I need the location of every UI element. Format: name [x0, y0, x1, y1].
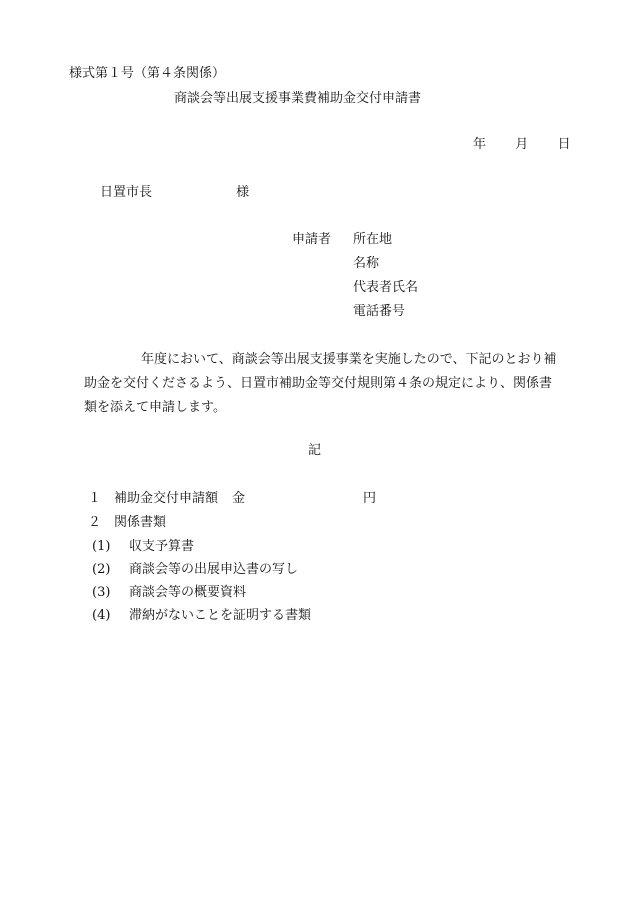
amount-prefix: 金	[232, 491, 246, 506]
amount-unit: 円	[363, 491, 377, 506]
sub-item-label: 収支予算書	[129, 539, 195, 554]
applicant-field-representative: 代表者氏名	[353, 280, 419, 295]
sub-item-label: 商談会等の出展申込書の写し	[129, 562, 299, 577]
date-line	[473, 137, 571, 153]
item-related-documents	[88, 515, 166, 531]
applicant-field-phone: 電話番号	[353, 304, 406, 319]
sub-item-number: (3)	[92, 585, 111, 600]
addressee-name: 日置市長	[100, 185, 153, 200]
sub-item	[92, 562, 298, 578]
item-label: 関係書類	[114, 515, 167, 530]
sub-item-label: 滞納がないことを証明する書類	[129, 608, 312, 623]
date-month: 月	[515, 137, 529, 152]
sub-item-number: (2)	[92, 562, 111, 577]
addressee	[100, 185, 249, 201]
sub-item-label: 商談会等の概要資料	[129, 585, 247, 600]
item-label: 補助金交付申請額	[114, 491, 219, 506]
sub-item-number: (1)	[92, 539, 111, 554]
sub-item	[92, 585, 246, 601]
item-application-amount	[88, 491, 376, 507]
applicant-field-name: 名称	[353, 256, 380, 271]
body-paragraph-text: 年度において、商談会等出展支援事業を実施したので、下記のとおり補助金を交付くださるよう、日置市補助金等交付規則第４条の規定により、関係書類を添えて申請します。	[84, 352, 557, 415]
date-day: 日	[557, 137, 571, 152]
sub-item	[92, 539, 194, 555]
form-number: 様式第１号（第４条関係）	[69, 66, 226, 81]
date-year: 年	[473, 137, 487, 152]
addressee-honorific: 様	[236, 185, 250, 200]
document-title: 商談会等出展支援事業費補助金交付申請書	[174, 91, 422, 106]
applicant-label: 申請者	[292, 232, 332, 247]
applicant-field-address: 所在地	[353, 232, 393, 247]
item-number: ２	[88, 515, 102, 530]
ki-heading: 記	[308, 443, 322, 458]
sub-item	[92, 608, 311, 624]
body-paragraph	[84, 348, 564, 420]
item-number: １	[88, 491, 102, 506]
sub-item-number: (4)	[92, 608, 111, 623]
